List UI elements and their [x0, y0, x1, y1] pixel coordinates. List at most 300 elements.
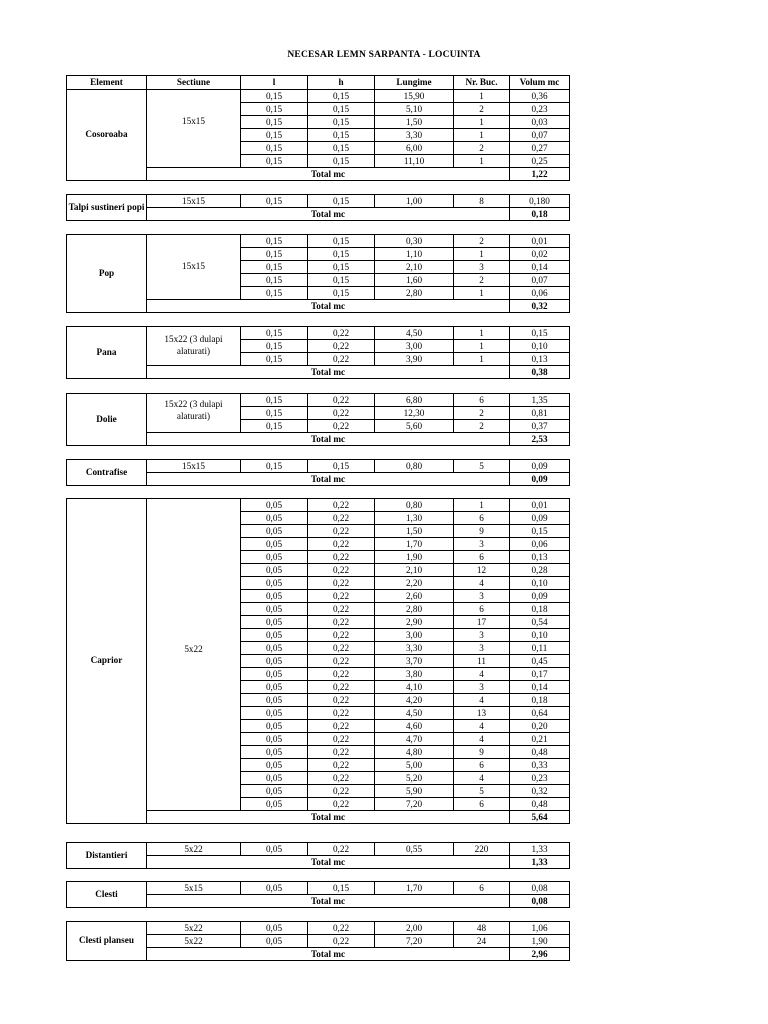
cell-lungime: 2,80: [375, 603, 454, 616]
cell-l: 0,05: [241, 590, 308, 603]
cell-nr-buc: 1: [454, 287, 510, 300]
cell-lungime: 2,60: [375, 590, 454, 603]
cell-nr-buc: 11: [454, 655, 510, 668]
cell-nr-buc: 4: [454, 668, 510, 681]
cell-nr-buc: 1: [454, 353, 510, 366]
cell-nr-buc: 9: [454, 525, 510, 538]
cell-h: 0,15: [308, 116, 375, 129]
cell-nr-buc: 3: [454, 261, 510, 274]
cell-volum: 0,11: [510, 642, 570, 655]
cell-h: 0,22: [308, 577, 375, 590]
cell-l: 0,15: [241, 195, 308, 208]
cell-l: 0,05: [241, 616, 308, 629]
section-value: 15x22 (3 dulapi alaturati): [147, 394, 241, 433]
section-value: 15x15: [147, 195, 241, 208]
cell-lungime: 3,70: [375, 655, 454, 668]
cell-volum: 0,64: [510, 707, 570, 720]
cell-lungime: 0,55: [375, 843, 454, 856]
cell-nr-buc: 2: [454, 142, 510, 155]
cell-l: 0,05: [241, 512, 308, 525]
cell-volum: 0,14: [510, 681, 570, 694]
cell-lungime: 7,20: [375, 935, 454, 948]
element-name: Clesti planseu: [67, 922, 147, 961]
cell-lungime: 1,30: [375, 512, 454, 525]
cell-volum: 0,07: [510, 274, 570, 287]
cell-h: 0,22: [308, 616, 375, 629]
header-h: h: [308, 76, 375, 90]
cell-l: 0,05: [241, 668, 308, 681]
cell-lungime: 2,00: [375, 922, 454, 935]
cell-volum: 0,27: [510, 142, 570, 155]
total-value: 1,22: [510, 168, 570, 181]
cell-lungime: 3,00: [375, 340, 454, 353]
cell-h: 0,22: [308, 935, 375, 948]
cell-nr-buc: 13: [454, 707, 510, 720]
table-row: [67, 882, 570, 895]
cell-h: 0,15: [308, 274, 375, 287]
cell-h: 0,15: [308, 129, 375, 142]
cell-lungime: 1,10: [375, 248, 454, 261]
cell-volum: 0,81: [510, 407, 570, 420]
section-value: 15x15: [147, 235, 241, 300]
cell-nr-buc: 3: [454, 538, 510, 551]
header-nr-buc: Nr. Buc.: [454, 76, 510, 90]
table-row: [67, 90, 570, 103]
cell-l: 0,05: [241, 694, 308, 707]
cell-volum: 0,48: [510, 798, 570, 811]
header-row: [67, 76, 570, 90]
cell-nr-buc: 6: [454, 759, 510, 772]
cell-volum: 1,33: [510, 843, 570, 856]
total-label: Total mc: [147, 433, 510, 446]
cell-volum: 0,48: [510, 746, 570, 759]
cell-volum: 0,02: [510, 248, 570, 261]
cell-l: 0,05: [241, 746, 308, 759]
cell-h: 0,22: [308, 590, 375, 603]
cell-l: 0,15: [241, 116, 308, 129]
cell-volum: 1,06: [510, 922, 570, 935]
cell-l: 0,05: [241, 720, 308, 733]
cell-nr-buc: 2: [454, 235, 510, 248]
cell-lungime: 3,80: [375, 668, 454, 681]
cell-h: 0,22: [308, 843, 375, 856]
element-name: Pop: [67, 235, 147, 313]
section-value: 15x15: [147, 460, 241, 473]
cell-volum: 0,25: [510, 155, 570, 168]
total-label: Total mc: [147, 168, 510, 181]
cell-l: 0,15: [241, 394, 308, 407]
total-value: 0,38: [510, 366, 570, 379]
cell-h: 0,22: [308, 655, 375, 668]
cell-lungime: 1,60: [375, 274, 454, 287]
cell-lungime: 2,10: [375, 261, 454, 274]
total-label: Total mc: [147, 895, 510, 908]
cell-h: 0,22: [308, 394, 375, 407]
cell-l: 0,05: [241, 785, 308, 798]
header-l: l: [241, 76, 308, 90]
cell-l: 0,05: [241, 759, 308, 772]
cell-h: 0,22: [308, 603, 375, 616]
cell-lungime: 4,50: [375, 327, 454, 340]
cell-h: 0,22: [308, 642, 375, 655]
cell-volum: 0,07: [510, 129, 570, 142]
table-row: [67, 922, 570, 935]
cell-lungime: 4,50: [375, 707, 454, 720]
cell-lungime: 0,80: [375, 460, 454, 473]
cell-nr-buc: 48: [454, 922, 510, 935]
cell-h: 0,22: [308, 327, 375, 340]
cell-volum: 0,20: [510, 720, 570, 733]
cell-volum: 0,10: [510, 577, 570, 590]
table-talpi: [66, 194, 570, 221]
total-label: Total mc: [147, 948, 510, 961]
cell-lungime: 1,70: [375, 538, 454, 551]
cell-lungime: 3,90: [375, 353, 454, 366]
cell-nr-buc: 1: [454, 499, 510, 512]
cell-nr-buc: 2: [454, 274, 510, 287]
cell-lungime: 3,30: [375, 129, 454, 142]
cell-volum: 0,08: [510, 882, 570, 895]
element-name: Pana: [67, 327, 147, 379]
cell-h: 0,22: [308, 538, 375, 551]
cell-volum: 0,14: [510, 261, 570, 274]
cell-volum: 0,180: [510, 195, 570, 208]
cell-h: 0,22: [308, 746, 375, 759]
cell-h: 0,22: [308, 629, 375, 642]
table-clesti: [66, 881, 570, 908]
table-row: [67, 843, 570, 856]
cell-volum: 0,10: [510, 629, 570, 642]
cell-l: 0,05: [241, 772, 308, 785]
cell-volum: 0,33: [510, 759, 570, 772]
cell-l: 0,05: [241, 629, 308, 642]
element-name: Cosoroaba: [67, 90, 147, 181]
total-label: Total mc: [147, 811, 510, 824]
page-title: NECESAR LEMN SARPANTA - LOCUINTA: [287, 50, 481, 60]
cell-nr-buc: 6: [454, 798, 510, 811]
cell-nr-buc: 6: [454, 512, 510, 525]
cell-l: 0,15: [241, 407, 308, 420]
cell-nr-buc: 5: [454, 460, 510, 473]
cell-volum: 0,28: [510, 564, 570, 577]
cell-l: 0,05: [241, 551, 308, 564]
cell-lungime: 2,10: [375, 564, 454, 577]
cell-h: 0,22: [308, 798, 375, 811]
cell-volum: 0,32: [510, 785, 570, 798]
cell-h: 0,22: [308, 733, 375, 746]
cell-lungime: 1,70: [375, 882, 454, 895]
cell-h: 0,15: [308, 248, 375, 261]
cell-l: 0,15: [241, 340, 308, 353]
cell-lungime: 4,60: [375, 720, 454, 733]
cell-l: 0,15: [241, 261, 308, 274]
cell-lungime: 4,70: [375, 733, 454, 746]
cell-lungime: 3,30: [375, 642, 454, 655]
cell-lungime: 4,10: [375, 681, 454, 694]
cell-l: 0,15: [241, 129, 308, 142]
cell-volum: 0,10: [510, 340, 570, 353]
cell-h: 0,22: [308, 420, 375, 433]
cell-h: 0,15: [308, 155, 375, 168]
cell-volum: 0,15: [510, 525, 570, 538]
cell-volum: 0,09: [510, 512, 570, 525]
cell-lungime: 2,90: [375, 616, 454, 629]
cell-l: 0,15: [241, 274, 308, 287]
cell-nr-buc: 1: [454, 248, 510, 261]
total-value: 5,64: [510, 811, 570, 824]
cell-h: 0,15: [308, 287, 375, 300]
cell-nr-buc: 1: [454, 90, 510, 103]
cell-nr-buc: 2: [454, 407, 510, 420]
table-row: [67, 460, 570, 473]
cell-h: 0,15: [308, 142, 375, 155]
cell-nr-buc: 6: [454, 551, 510, 564]
cell-h: 0,22: [308, 340, 375, 353]
cell-lungime: 5,60: [375, 420, 454, 433]
cell-l: 0,05: [241, 733, 308, 746]
total-value: 0,18: [510, 208, 570, 221]
cell-volum: 0,18: [510, 603, 570, 616]
cell-lungime: 2,80: [375, 287, 454, 300]
cell-l: 0,15: [241, 155, 308, 168]
cell-volum: 0,09: [510, 590, 570, 603]
cell-volum: 0,06: [510, 287, 570, 300]
cell-volum: 0,37: [510, 420, 570, 433]
cell-volum: 0,21: [510, 733, 570, 746]
cell-volum: 0,09: [510, 460, 570, 473]
cell-h: 0,15: [308, 460, 375, 473]
cell-volum: 0,01: [510, 235, 570, 248]
cell-nr-buc: 1: [454, 327, 510, 340]
cell-nr-buc: 4: [454, 694, 510, 707]
cell-h: 0,22: [308, 551, 375, 564]
cell-lungime: 4,80: [375, 746, 454, 759]
cell-nr-buc: 9: [454, 746, 510, 759]
cell-h: 0,22: [308, 922, 375, 935]
header-element: Element: [67, 76, 147, 90]
cell-lungime: 1,00: [375, 195, 454, 208]
table-pana: [66, 326, 570, 379]
table-row: [67, 235, 570, 248]
cell-h: 0,22: [308, 694, 375, 707]
section-value: 5x22: [147, 922, 241, 935]
cell-volum: 0,17: [510, 668, 570, 681]
cell-volum: 0,36: [510, 90, 570, 103]
cell-nr-buc: 4: [454, 733, 510, 746]
cell-l: 0,15: [241, 327, 308, 340]
table-row: [67, 499, 570, 512]
cell-nr-buc: 220: [454, 843, 510, 856]
cell-l: 0,05: [241, 843, 308, 856]
cell-lungime: 2,20: [375, 577, 454, 590]
cell-nr-buc: 3: [454, 681, 510, 694]
cell-l: 0,05: [241, 538, 308, 551]
cell-lungime: 15,90: [375, 90, 454, 103]
cell-nr-buc: 1: [454, 155, 510, 168]
cell-nr-buc: 1: [454, 129, 510, 142]
cell-volum: 0,15: [510, 327, 570, 340]
table-caprior: [66, 498, 570, 824]
cell-l: 0,05: [241, 577, 308, 590]
cell-nr-buc: 8: [454, 195, 510, 208]
cell-volum: 0,13: [510, 551, 570, 564]
table-clesti-planseu: [66, 921, 570, 961]
cell-nr-buc: 3: [454, 642, 510, 655]
cell-h: 0,22: [308, 525, 375, 538]
cell-l: 0,15: [241, 142, 308, 155]
cell-h: 0,22: [308, 785, 375, 798]
header-lungime: Lungime: [375, 76, 454, 90]
cell-l: 0,05: [241, 564, 308, 577]
total-label: Total mc: [147, 208, 510, 221]
cell-volum: 1,90: [510, 935, 570, 948]
table-dolie: [66, 393, 570, 446]
cell-nr-buc: 6: [454, 394, 510, 407]
cell-l: 0,05: [241, 935, 308, 948]
cell-nr-buc: 4: [454, 577, 510, 590]
section-value: 5x15: [147, 882, 241, 895]
cell-nr-buc: 1: [454, 116, 510, 129]
element-name: Distantieri: [67, 843, 147, 869]
table-pop: [66, 234, 570, 313]
cell-volum: 0,13: [510, 353, 570, 366]
cell-h: 0,22: [308, 720, 375, 733]
section-value: 5x22: [147, 935, 241, 948]
cell-l: 0,05: [241, 655, 308, 668]
cell-nr-buc: 12: [454, 564, 510, 577]
cell-lungime: 6,80: [375, 394, 454, 407]
cell-h: 0,15: [308, 90, 375, 103]
cell-l: 0,15: [241, 353, 308, 366]
table-distantieri: [66, 842, 570, 869]
element-name: Talpi sustineri popi: [67, 195, 147, 221]
cell-l: 0,05: [241, 882, 308, 895]
cell-l: 0,15: [241, 420, 308, 433]
cell-nr-buc: 2: [454, 103, 510, 116]
total-value: 2,53: [510, 433, 570, 446]
cell-l: 0,15: [241, 235, 308, 248]
total-label: Total mc: [147, 856, 510, 869]
cell-h: 0,22: [308, 512, 375, 525]
cell-nr-buc: 4: [454, 772, 510, 785]
cell-volum: 0,23: [510, 772, 570, 785]
cell-l: 0,15: [241, 248, 308, 261]
cell-l: 0,05: [241, 681, 308, 694]
cell-lungime: 1,90: [375, 551, 454, 564]
element-name: Clesti: [67, 882, 147, 908]
cell-l: 0,05: [241, 922, 308, 935]
cell-l: 0,15: [241, 90, 308, 103]
cell-nr-buc: 6: [454, 882, 510, 895]
cell-lungime: 6,00: [375, 142, 454, 155]
element-name: Caprior: [67, 499, 147, 824]
cell-h: 0,15: [308, 882, 375, 895]
cell-volum: 0,54: [510, 616, 570, 629]
cell-lungime: 1,50: [375, 116, 454, 129]
cell-l: 0,05: [241, 798, 308, 811]
cell-lungime: 11,10: [375, 155, 454, 168]
cell-h: 0,22: [308, 681, 375, 694]
section-value: 5x22: [147, 843, 241, 856]
cell-volum: 0,18: [510, 694, 570, 707]
cell-nr-buc: 4: [454, 720, 510, 733]
cell-h: 0,15: [308, 261, 375, 274]
cell-nr-buc: 6: [454, 603, 510, 616]
cell-nr-buc: 5: [454, 785, 510, 798]
table-contrafise: [66, 459, 570, 486]
cell-lungime: 0,30: [375, 235, 454, 248]
total-value: 0,32: [510, 300, 570, 313]
element-name: Dolie: [67, 394, 147, 446]
cell-nr-buc: 24: [454, 935, 510, 948]
cell-h: 0,22: [308, 564, 375, 577]
cell-lungime: 12,30: [375, 407, 454, 420]
header-sectiune: Sectiune: [147, 76, 241, 90]
cell-lungime: 5,20: [375, 772, 454, 785]
total-label: Total mc: [147, 473, 510, 486]
cell-l: 0,05: [241, 499, 308, 512]
cell-lungime: 5,90: [375, 785, 454, 798]
cell-lungime: 0,80: [375, 499, 454, 512]
header-volum: Volum mc: [510, 76, 570, 90]
table-cosoroaba: [66, 75, 570, 181]
cell-nr-buc: 3: [454, 590, 510, 603]
total-value: 0,08: [510, 895, 570, 908]
table-row: [67, 327, 570, 340]
total-label: Total mc: [147, 300, 510, 313]
cell-l: 0,05: [241, 707, 308, 720]
cell-lungime: 4,20: [375, 694, 454, 707]
cell-h: 0,15: [308, 235, 375, 248]
cell-h: 0,22: [308, 707, 375, 720]
cell-h: 0,22: [308, 772, 375, 785]
cell-volum: 0,23: [510, 103, 570, 116]
cell-h: 0,22: [308, 353, 375, 366]
cell-lungime: 1,50: [375, 525, 454, 538]
cell-h: 0,15: [308, 103, 375, 116]
cell-l: 0,05: [241, 525, 308, 538]
total-value: 1,33: [510, 856, 570, 869]
cell-volum: 0,45: [510, 655, 570, 668]
section-value: 15x22 (3 dulapi alaturati): [147, 327, 241, 366]
cell-nr-buc: 17: [454, 616, 510, 629]
cell-l: 0,15: [241, 287, 308, 300]
cell-lungime: 7,20: [375, 798, 454, 811]
cell-lungime: 3,00: [375, 629, 454, 642]
cell-volum: 1,35: [510, 394, 570, 407]
cell-volum: 0,03: [510, 116, 570, 129]
section-value: 15x15: [147, 90, 241, 168]
cell-h: 0,22: [308, 668, 375, 681]
table-row: [67, 394, 570, 407]
cell-h: 0,22: [308, 759, 375, 772]
cell-l: 0,05: [241, 603, 308, 616]
cell-l: 0,15: [241, 103, 308, 116]
cell-volum: 0,06: [510, 538, 570, 551]
total-value: 0,09: [510, 473, 570, 486]
cell-h: 0,22: [308, 407, 375, 420]
cell-h: 0,22: [308, 499, 375, 512]
cell-h: 0,15: [308, 195, 375, 208]
cell-nr-buc: 2: [454, 420, 510, 433]
cell-l: 0,05: [241, 642, 308, 655]
total-label: Total mc: [147, 366, 510, 379]
total-value: 2,96: [510, 948, 570, 961]
cell-volum: 0,01: [510, 499, 570, 512]
table-row: [67, 195, 570, 208]
section-value: 5x22: [147, 499, 241, 811]
element-name: Contrafise: [67, 460, 147, 486]
